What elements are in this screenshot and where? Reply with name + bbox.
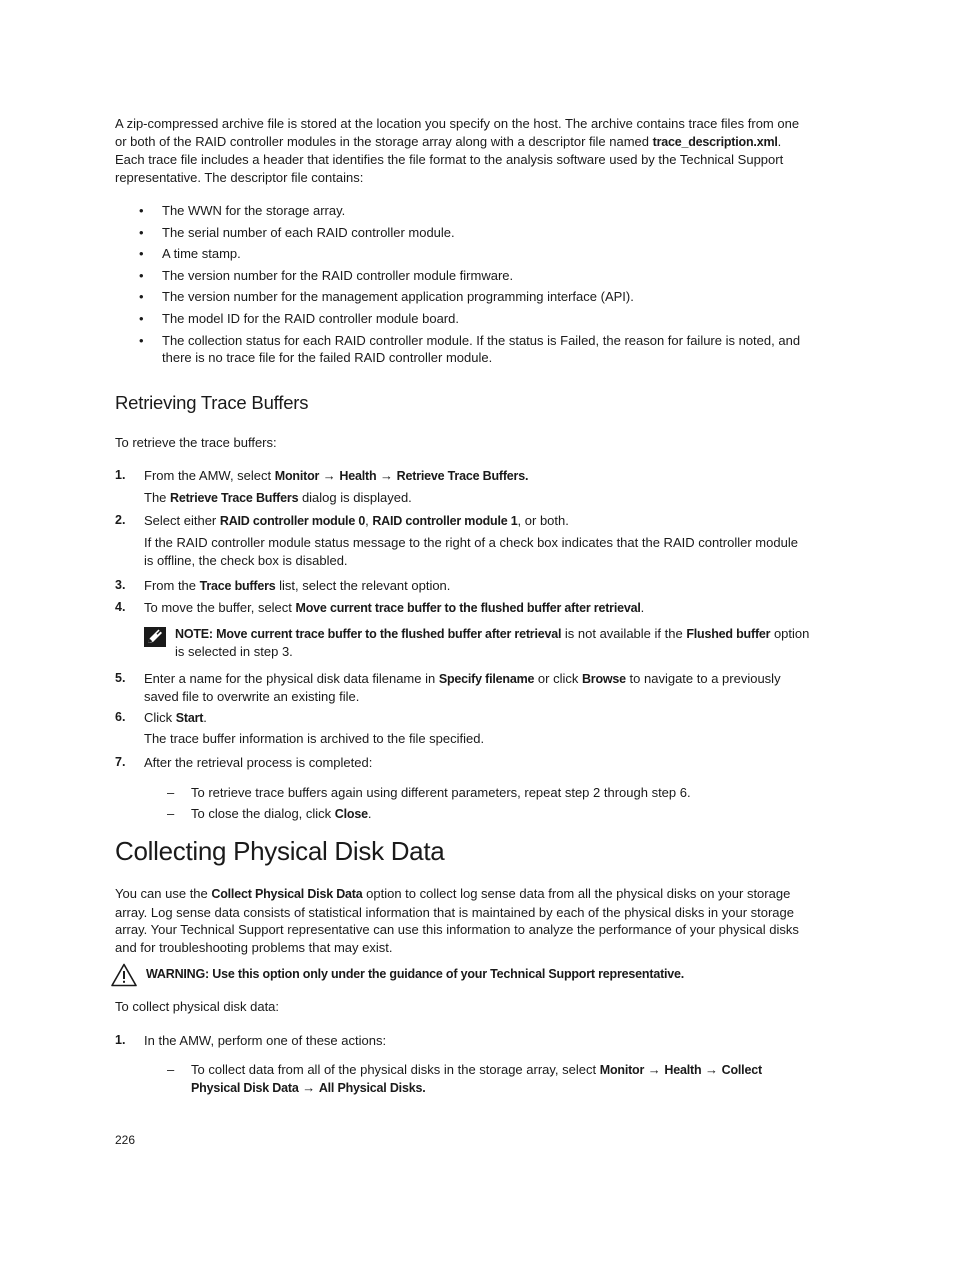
intro-paragraph: A zip-compressed archive file is stored at the location you specify on the host. The archive contains trace files from one or both of the RAID controller modules in the storage array along with a descriptor file named trace_description.xml. Each trace file includes a header that identifies the file format to the analysis software used by the Technical Support representative. The descriptor file contains: [115,116,800,185]
step-1: 1. From the AMW, select Monitor → Health → Retrieve Trace Buffers. [115,468,529,483]
collect-step-1: 1. In the AMW, perform one of these actions: [115,1033,387,1048]
note-callout: NOTE: Move current trace buffer to the flushed buffer after retrieval is not available if the Flushed buffer option is selected in step 3. [144,625,810,661]
step-4: 4. To move the buffer, select Move current trace buffer to the flushed buffer after retrieval. [115,600,645,615]
collect-paragraph: You can use the Collect Physical Disk Data option to collect log sense data from all the physical disks on your storage array. Log sense data consists of statistical information that is maintained by each of the physical disks in your storage array. Your Technical Support representative can use this information to analyze the performance of your physical disks and for troubleshooting problems that may exist. [115,886,799,955]
warning-callout: WARNING: Use this option only under the guidance of your Technical Support representative. [115,962,810,984]
step-2-detail: If the RAID controller module status message to the right of a check box indicates that the RAID controller module is offline, the check box is disabled. [144,535,798,568]
section-lead: To collect physical disk data: [115,999,280,1014]
step-6-result: The trace buffer information is archived to the file specified. [144,731,485,746]
step-6: 6. Click Start. [115,710,207,725]
list-item: • The collection status for each RAID controller module. If the status is Failed, the reason for failure is noted, and there is no trace file for the failed RAID controller module. [139,332,801,365]
list-item: • The serial number of each RAID controller module. [139,224,455,240]
section-lead: To retrieve the trace buffers: [115,435,277,450]
list-item: • The version number for the management application programming interface (API). [139,289,634,305]
sub-action-item: – To close the dialog, click Close. [167,806,372,821]
sub-action-item: – To collect data from all of the physical disks in the storage array, select Monitor → Health → Collect Physical Disk Data → All Physical Disks. [167,1062,762,1095]
section-heading-collecting-physical-disk-data: Collecting Physical Disk Data [115,836,445,866]
step-7: 7. After the retrieval process is completed: [115,755,373,770]
list-item: • The model ID for the RAID controller module board. [139,310,459,326]
step-3: 3. From the Trace buffers list, select the relevant option. [115,578,451,593]
note-pencil-icon [144,627,166,647]
list-item: • The WWN for the storage array. [139,203,346,218]
section-heading-retrieving-trace-buffers: Retrieving Trace Buffers [115,392,309,413]
step-2: 2. Select either RAID controller module 0, RAID controller module 1, or both. [115,513,569,528]
step-1-result: The Retrieve Trace Buffers dialog is displayed. [144,490,412,505]
list-item: • The version number for the RAID controller module firmware. [139,267,514,283]
sub-action-item: – To retrieve trace buffers again using different parameters, repeat step 2 through step 6. [167,785,691,800]
descriptor-contents-list [115,202,810,370]
list-item: • A time stamp. [139,246,241,262]
page-number: 226 [115,1133,136,1147]
descriptor-filename: trace_description.xml [652,135,778,149]
step-5: 5. Enter a name for the physical disk data filename in Specify filename or click Browse to navigate to a previously saved file to overwrite an existing file. [115,671,781,704]
warning-triangle-icon [111,963,137,987]
